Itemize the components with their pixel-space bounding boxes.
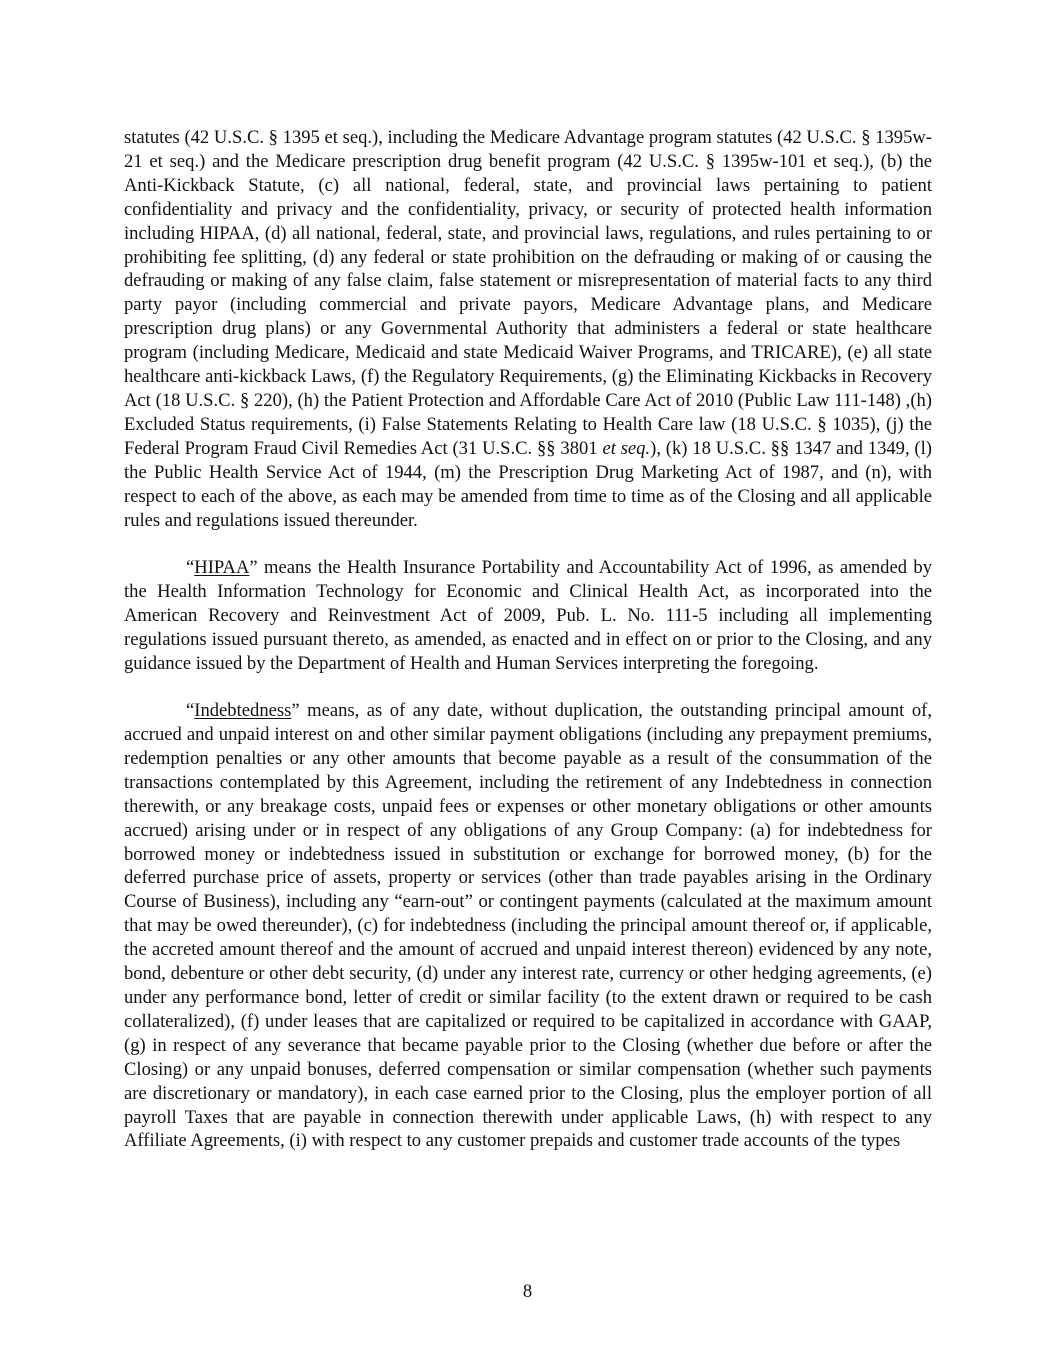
defined-term-indebtedness: Indebtedness — [194, 700, 292, 722]
paragraph-text: ), (k) 18 U.S.C. §§ 1347 and 1349, (l) the Public Health Service Act of 1944, (m) the Prescription Drug Marketing Act of 1987, and (n), with respect to each of the above, as each may be amended from time to time as of the Closing and all applicable rules and regulations issued thereunder. — [124, 437, 932, 531]
paragraph-text: ” means the Health Insurance Portability and Accountability Act of 1996, as amended by the Health Information Technology for Economic and Clinical Health Act, as incorporated into the American Recovery and Reinvestment Act of 2009, Pub. L. No. 111-5 including all implementing regulations issued pursuant thereto, as amended, as enacted and in effect on or prior to the Closing, and any guidance issued by the Department of Health and Human Services interpreting the foregoing. — [124, 557, 932, 674]
document-page — [124, 126, 932, 1153]
paragraph-hipaa-definition — [124, 556, 932, 676]
page-number: 8 — [522, 1281, 533, 1302]
paragraph-text: statutes (42 U.S.C. § 1395 et seq.), including the Medicare Advantage program statutes (42 U.S.C. § 1395w-21 et seq.) and the Medicare prescription drug benefit program (42 U.S.C. § 1395w-101 et seq.), (b) the Anti-Kickback Statute, (c) all national, federal, state, and provincial laws pertaining to patient confidentiality and privacy and the confidentiality, privacy, or security of protected health information including HIPAA, (d) all national, federal, state, and provincial laws, regulations, and rules pertaining to or prohibiting fee splitting, (d) any federal or state prohibition on the defrauding or making of or causing the defrauding or making of any false claim, false statement or misrepresentation of material facts to any third party payor (including commercial and private payors, Medicare Advantage plans, and Medicare prescription drug plans) or any Governmental Authority that administers a federal or state healthcare program (including Medicare, Medicaid and state Medicaid Waiver Programs, and TRICARE), (e) all state healthcare anti-kickback Laws, (f) the Regulatory Requirements, (g) the Eliminating Kickbacks in Recovery Act (18 U.S.C. § 220), (h) the Patient Protection and Affordable Care Act of 2010 (Public Law 111-148) ,(h) Excluded Status requirements, (i) False Statements Relating to Health Care law (18 U.S.C. § 1035), (j) the Federal Program Fraud Civil Remedies Act (31 U.S.C. §§ 3801 — [124, 127, 932, 459]
open-quote: “ — [186, 557, 195, 578]
paragraph-indebtedness-definition — [124, 699, 932, 1153]
italic-text: et seq. — [602, 437, 651, 459]
defined-term-hipaa: HIPAA — [194, 557, 250, 578]
open-quote: “ — [186, 700, 195, 722]
paragraph-healthcare-laws-continuation — [124, 126, 932, 532]
paragraph-text: ” means, as of any date, without duplication, the outstanding principal amount of, accrued and unpaid interest on and other similar payment obligations (including any prepayment premiums, redemption penalties or any other amounts that become payable as a result of the consummation of the transactions contemplated by this Agreement, including the retirement of any Indebtedness in connection therewith, or any breakage costs, unpaid fees or expenses or other monetary obligations or other amounts accrued) arising under or in respect of any obligations of any Group Company: (a) for indebtedness for borrowed money or indebtedness issued in substitution or exchange for borrowed money, (b) for the deferred purchase price of assets, property or services (other than trade payables arising in the Ordinary Course of Business), including any “earn-out” or contingent payments (calculated at the maximum amount that may be owed thereunder), (c) for indebtedness (including the principal amount thereof or, if applicable, the accreted amount thereof and the amount of accrued and unpaid interest thereon) evidenced by any note, bond, debenture or other debt security, (d) under any interest rate, currency or other hedging agreements, (e) under any performance bond, letter of credit or similar facility (to the extent drawn or required to be cash collateralized), (f) under leases that are capitalized or required to be capitalized in accordance with GAAP, (g) in respect of any severance that became payable prior to the Closing (whether due before or after the Closing) or any unpaid bonuses, deferred compensation or similar compensation (whether such payments are discretionary or mandatory), in each case earned prior to the Closing, plus the employer portion of all payroll Taxes that are payable in connection therewith under applicable Laws, (h) with respect to any Affiliate Agreements, (i) with respect to any customer prepaids and customer trade accounts of the types — [124, 700, 932, 1152]
